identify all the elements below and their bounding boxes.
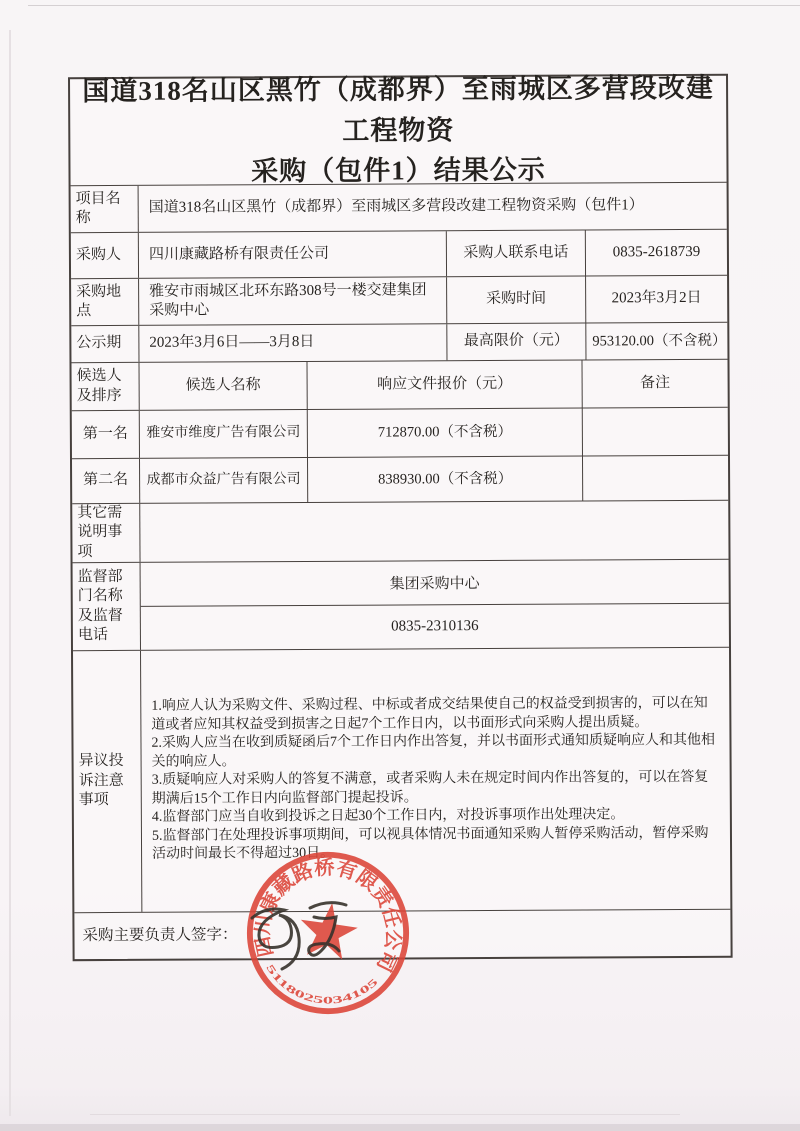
candidate-name: 雅安市维度广告有限公司 <box>139 410 307 458</box>
candidate-note <box>582 408 728 456</box>
supervision-phone: 0835-2310136 <box>141 603 729 650</box>
candidates-header-row <box>71 359 727 410</box>
candidates-rank-header: 候选人及排序 <box>76 367 122 404</box>
candidate-price: 712870.00（不含税） <box>307 409 582 457</box>
candidate-row-second <box>72 455 728 503</box>
objection-item-1: 1.响应人认为采购文件、采购过程、中标或者成交结果使自己的权益受到损害的，可以在知道或者应知其权益受到损害之日起7个工作日内，以书面形式向采购人提出质疑。 <box>151 696 708 733</box>
candidate-price: 838930.00（不含税） <box>307 457 582 502</box>
candidates-price-header: 响应文件报价（元） <box>306 361 581 409</box>
candidates-name-header: 候选人名称 <box>138 362 306 410</box>
max-price-label: 最高限价（元） <box>446 324 585 361</box>
supervision-label: 监督部门名称及监督电话 <box>77 568 123 644</box>
seal-company-name: 四川康藏路桥有限责任公司 <box>252 857 404 974</box>
location-label: 采购地点 <box>76 283 122 320</box>
project-name-row <box>71 182 727 232</box>
project-name-label: 项目名称 <box>75 190 121 227</box>
objection-notice-row <box>73 647 730 912</box>
objection-items <box>140 648 730 912</box>
candidate-rank: 第二名 <box>83 472 129 489</box>
candidates-note-header: 备注 <box>581 360 727 408</box>
signature-row <box>74 909 730 959</box>
scan-edge-bottom-line <box>90 1114 680 1115</box>
signature-label: 采购主要负责人签字： <box>82 926 238 945</box>
purchase-time-label: 采购时间 <box>446 277 585 324</box>
candidate-row-first <box>72 407 728 458</box>
scan-edge-bottom-band <box>0 1124 800 1131</box>
objection-item-5: 5.监督部门在处理投诉事项期间，可以视具体情况书面通知采购人暂停采购活动，暂停采购活动时间最长不得超过30日。 <box>151 825 709 863</box>
purchaser-label: 采购人 <box>75 246 121 263</box>
objection-label: 异议投诉注意事项 <box>78 753 124 809</box>
supervision-row <box>73 559 729 650</box>
objection-item-3: 3.质疑响应人对采购人的答复不满意，或者采购人未在规定时间内作出答复的，可以在答复期满后15个工作日内向监督部门提起投诉。 <box>151 770 709 807</box>
publicity-period-value: 2023年3月6日——3月8日 <box>138 324 446 362</box>
document-title: 国道318名山区黑竹（成都界）至雨城区多营段改建工程物资 采购（包件1）结果公示 <box>82 73 714 187</box>
candidate-note <box>582 456 728 501</box>
purchaser-phone-label: 采购人联系电话 <box>446 231 585 277</box>
seal-number: 5118025034105 <box>263 962 377 1007</box>
publicity-period-label: 公示期 <box>76 335 122 352</box>
publicity-period-row <box>71 322 727 362</box>
other-notes-row <box>72 500 728 562</box>
objection-item-4: 4.监督部门应当自收到投诉之日起30个工作日内，对投诉事项作出处理决定。 <box>151 807 625 826</box>
purchaser-row <box>71 229 727 278</box>
location-row <box>71 275 727 325</box>
purchase-time-value: 2023年3月2日 <box>585 276 727 323</box>
objection-item-2: 2.采购人应当在收到质疑函后7个工作日内作出答复，并以书面形式通知质疑响应人和其他相关的响应人。 <box>151 733 716 770</box>
scan-edge-left-line <box>9 30 11 1116</box>
candidate-rank: 第一名 <box>82 425 128 442</box>
supervision-department: 集团采购中心 <box>389 576 480 593</box>
purchaser-value: 四川康藏路桥有限责任公司 <box>138 231 446 278</box>
title-row <box>70 73 727 187</box>
purchaser-phone-value: 0835-2618739 <box>585 230 727 276</box>
max-price-value: 953120.00（不含税） <box>585 323 727 360</box>
candidate-name: 成都市众益广告有限公司 <box>139 458 307 503</box>
other-notes-value <box>139 501 728 562</box>
location-value: 雅安市雨城区北环东路308号一楼交建集团采购中心 <box>138 277 446 325</box>
other-notes-label: 其它需说明事项 <box>77 504 123 560</box>
announcement-table <box>68 74 733 961</box>
supervision-values <box>140 560 729 650</box>
scan-edge-top-line <box>28 5 800 6</box>
project-name-value: 国道318名山区黑竹（成都界）至雨城区多营段改建工程物资采购（包件1） <box>138 183 727 232</box>
